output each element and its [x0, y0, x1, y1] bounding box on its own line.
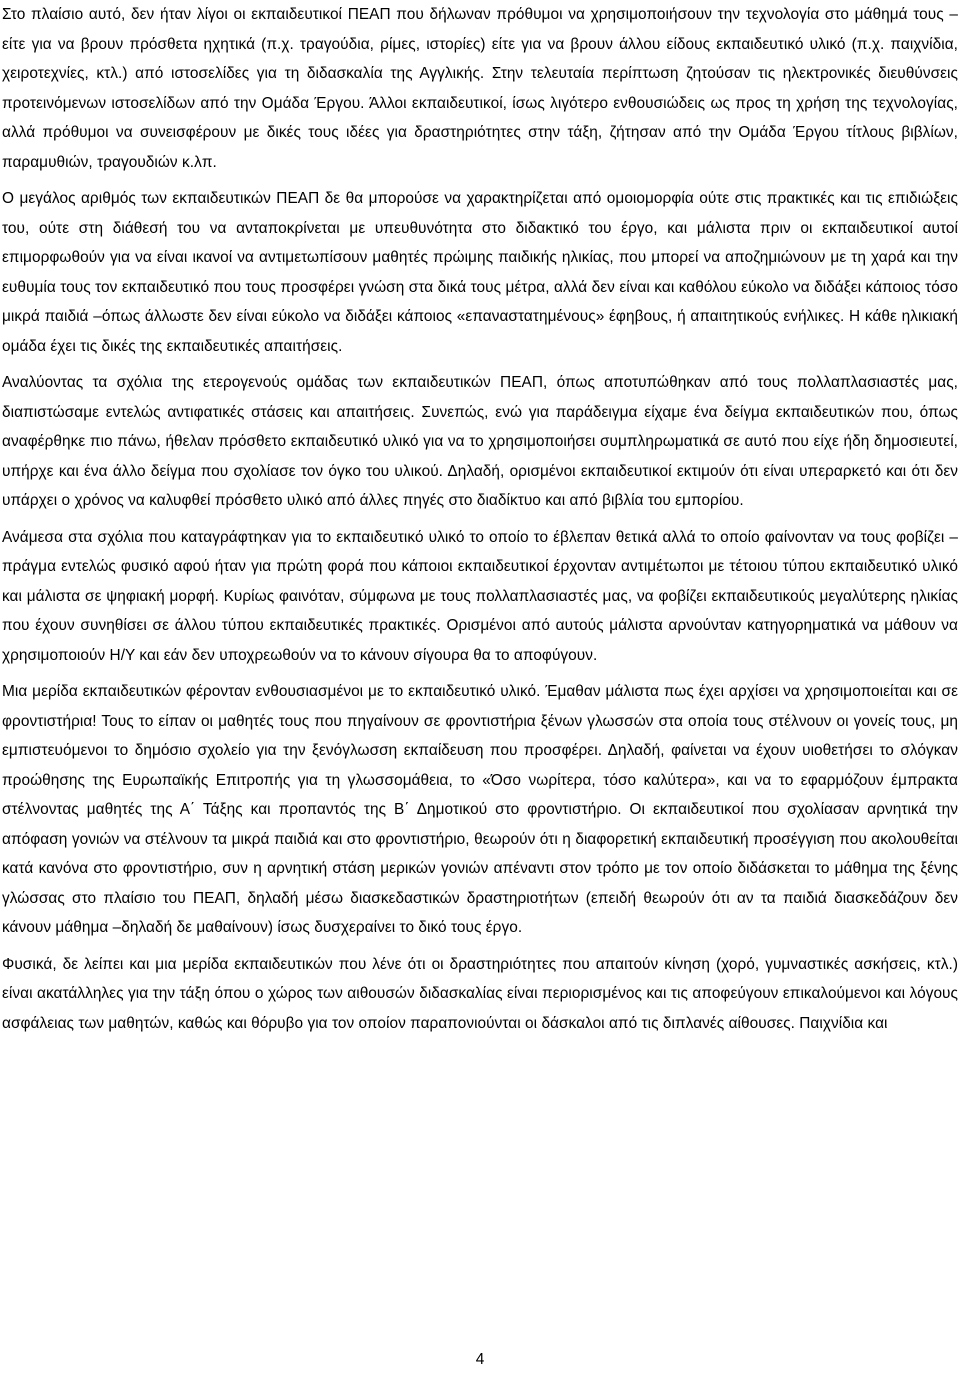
paragraph-3: Αναλύοντας τα σχόλια της ετερογενούς ομάδας των εκπαιδευτικών ΠΕΑΠ, όπως αποτυπώθηκαν από τους πολλαπλασιαστές μας, διαπιστώσαμε εντελώς αντιφατικές στάσεις και απαιτήσεις. Συνεπώς, ενώ για παράδειγμα είχαμε ένα δείγμα εκπαιδευτικών που, όπως αναφέρθηκε πιο πάνω, ήθελαν πρόσθετο εκπαιδευτικό υλικό για να το χρησιμοποιήσει συμπληρωματικά σε αυτό που είχε ήδη δημοσιευτεί, υπήρχε και ένα άλλο δείγμα που σχολίασε τον όγκο του υλικού. Δηλαδή, ορισμένοι εκπαιδευτικοί εκτιμούν ότι είναι υπεραρκετό και ότι δεν υπάρχει ο χρόνος να καλυφθεί πρόσθετο υλικό από άλλες πηγές στο διαδίκτυο και από βιβλία του εμπορίου. — [2, 374, 958, 509]
paragraph-5: Μια μερίδα εκπαιδευτικών φέρονταν ενθουσιασμένοι με το εκπαιδευτικό υλικό. Έμαθαν μάλιστα πως έχει αρχίσει να χρησιμοποιείται και σε φροντιστήρια! Τους το είπαν οι μαθητές τους που πηγαίνουν σε φροντιστήρια ξένων γλωσσών στα οποία τους στέλνουν οι γονείς τους, μη εμπιστευόμενοι το δημόσιο σχολείο για την ξενόγλωσση εκπαίδευση που προσφέρει. Δηλαδή, φαίνεται να έχουν υιοθετήσει το σλόγκαν προώθησης της Ευρωπαϊκής Επιτροπής για τη γλωσσομάθεια, το «Όσο νωρίτερα, τόσο καλύτερα», και να το εφαρμόζουν έμπρακτα στέλνοντας μαθητές της Α΄ Τάξης και προπαντός της Β΄ Δημοτικού στο φροντιστήριο. Οι εκπαιδευτικοί που σχολίασαν αρνητικά την απόφαση γονιών να στέλνουν τα μικρά παιδιά και στο φροντιστήριο, θεωρούν ότι η διαφορετική εκπαιδευτική προσέγγιση που ακολουθείται κατά κανόνα στο φροντιστήριο, συν η αρνητική στάση μερικών γονιών απέναντι στον τρόπο με τον οποίο διδάσκεται το μάθημα της ξένης γλώσσας στο πλαίσιο του ΠΕΑΠ, δηλαδή μέσω διασκεδαστικών δραστηριοτήτων (επειδή θεωρούν ότι αν τα παιδιά διασκεδάζουν δεν κάνουν μάθημα –δηλαδή δε μαθαίνουν) ίσως δυσχεραίνει το δικό τους έργο. — [2, 683, 958, 936]
paragraph-6: Φυσικά, δε λείπει και μια μερίδα εκπαιδευτικών που λένε ότι οι δραστηριότητες που απαιτούν κίνηση (χορό, γυμναστικές ασκήσεις, κτλ.) είναι ακατάλληλες για την τάξη όπου ο χώρος των αιθουσών διδασκαλίας είναι περιορισμένος και τις αποφεύγουν επικαλούμενοι και λόγους ασφάλειας των μαθητών, καθώς και θόρυβο για τον οποίον παραπονιούνται οι δάσκαλοι από τις διπλανές αίθουσες. Παιχνίδια και — [2, 955, 958, 1032]
page-number: 4 — [475, 1351, 485, 1368]
paragraph-4: Ανάμεσα στα σχόλια που καταγράφτηκαν για το εκπαιδευτικό υλικό το οποίο το έβλεπαν θετικά αλλά το οποίο φαίνονταν να τους φοβίζει –πράγμα εντελώς φυσικό αφού ήταν για πρώτη φορά που κάποιοι εκπαιδευτικοί έρχονταν αντιμέτωποι με τέτοιου τύπου εκπαιδευτικό υλικό και μάλιστα σε ψηφιακή μορφή. Κυρίως φαινόταν, σύμφωνα με τους πολλαπλασιαστές μας, να φοβίζει εκπαιδευτικούς μεγαλύτερης ηλικίας που έχουν συνηθίσει σε άλλου τύπου εκπαιδευτικές πρακτικές. Ορισμένοι από αυτούς μάλιστα αρνούνταν κατηγορηματικά να μάθουν να χρησιμοποιούν Η/Υ και εάν δεν υποχρεωθούν να το κάνουν σίγουρα θα το αποφύγουν. — [2, 528, 958, 664]
paragraph-2: Ο μεγάλος αριθμός των εκπαιδευτικών ΠΕΑΠ δε θα μπορούσε να χαρακτηρίζεται από ομοιομορφία ούτε στις πρακτικές και τις επιδιώξεις του, ούτε στη διάθεσή του να ανταποκρίνεται με υπευθυνότητα στο διδακτικό του έργο, και μάλιστα πριν οι εκπαιδευτικοί αυτοί επιμορφωθούν για να είναι ικανοί να αντιμετωπίσουν μαθητές πρώιμης παιδικής ηλικίας, που μπορεί να αποζημιώνουν με τη χαρά και την ευθυμία τους τον εκπαιδευτικό που τους προσφέρει γνώση στα δικά τους μέτρα, αλλά δεν είναι και καθόλου εύκολο να διδάξει κάποιος τόσο μικρά παιδιά –όπως άλλωστε δεν είναι εύκολο να διδάξει κάποιος «επαναστατημένους» έφηβους, ή απαιτητικούς ενήλικες. Η κάθε ηλικιακή ομάδα έχει τις δικές της εκπαιδευτικές απαιτήσεις. — [2, 190, 958, 355]
paragraph-spacing — [2, 177, 958, 184]
paragraph-spacing — [2, 516, 958, 523]
paragraph-1: Στο πλαίσιο αυτό, δεν ήταν λίγοι οι εκπαιδευτικοί ΠΕΑΠ που δήλωναν πρόθυμοι να χρησιμοποιήσουν την τεχνολογία στο μάθημά τους – είτε για να βρουν πρόσθετα ηχητικά (π.χ. τραγούδια, ρίμες, ιστορίες) είτε για να βρουν άλλου είδους εκπαιδευτικό υλικό (π.χ. παιχνίδια, χειροτεχνίες, κτλ.) από ιστοσελίδες για τη διδασκαλία της Αγγλικής. Στην τελευταία περίπτωση ζητούσαν τις ηλεκτρονικές διευθύνσεις προτεινόμενων ιστοσελίδων από την Ομάδα Έργου. Άλλοι εκπαιδευτικοί, ίσως λιγότερο ενθουσιώδεις ως προς τη χρήση της τεχνολογίας, αλλά πρόθυμοι να συνεισφέρουν με δικές τους ιδέες για δραστηριότητες στην τάξη, ζήτησαν από την Ομάδα Έργου τίτλους βιβλίων, παραμυθιών, τραγουδιών κ.λπ. — [2, 6, 958, 171]
paragraph-spacing — [2, 670, 958, 677]
paragraph-spacing — [2, 361, 958, 368]
paragraph-spacing — [2, 943, 958, 950]
